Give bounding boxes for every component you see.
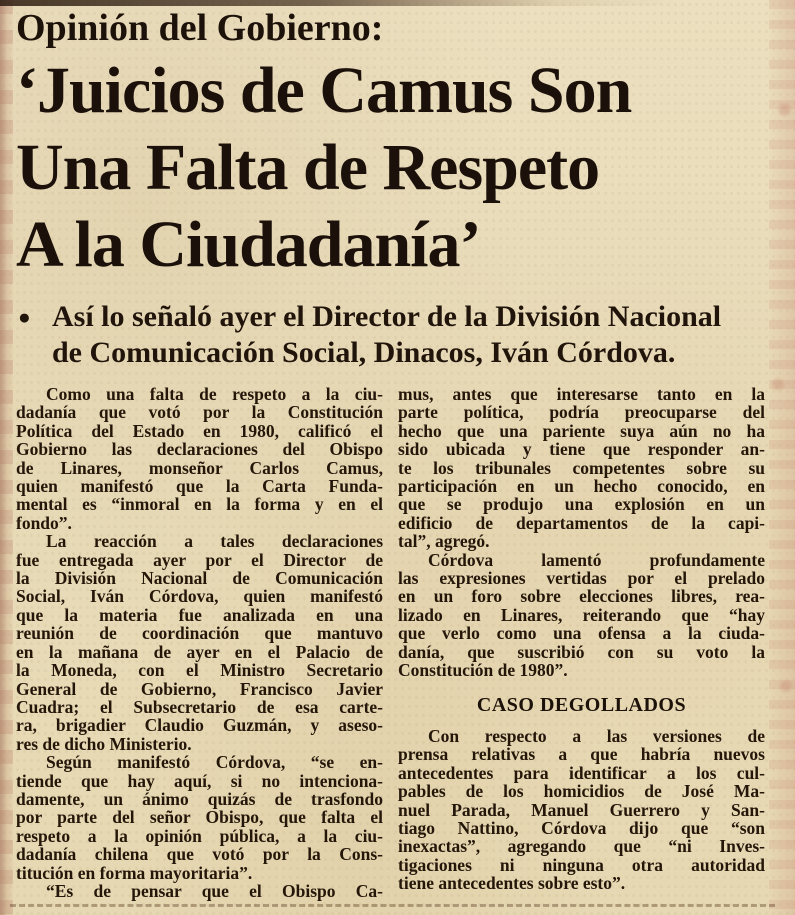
subtitle-line-1: Así lo señaló ayer el Director de la División Nacional <box>52 300 722 333</box>
body-line: titución en forma mayoritaria”. <box>16 862 253 883</box>
body-line: fondo”. <box>16 512 72 533</box>
headline-line-1: ‘Juicios de Camus Son <box>16 54 632 127</box>
body-line: te los tribunales competentes sobre su <box>398 457 765 478</box>
body-line: Con respecto a las versiones de <box>428 725 765 746</box>
body-line: por parte del señor Obispo, que falta el <box>16 807 383 828</box>
body-line: parte política, podría preocuparse del <box>398 402 765 423</box>
torn-edge-left <box>0 0 13 915</box>
body-line: nuel Parada, Manuel Guerrero y San- <box>398 799 765 820</box>
body-line: la Moneda, con el Ministro Secretario <box>16 660 383 681</box>
body-line: Córdova lamentó profundamente <box>428 549 765 570</box>
body-line: tiene antecedentes sobre esto”. <box>398 873 626 894</box>
paragraph <box>16 385 383 532</box>
body-line: tiago Nattino, Córdova dijo que “son <box>398 817 765 838</box>
body-line: quien manifestó que la Carta Funda- <box>16 476 383 497</box>
article-body <box>16 385 765 900</box>
body-line: ra, brigadier Claudio Guzmán, y aseso- <box>16 715 383 736</box>
paragraph <box>16 753 383 882</box>
headline-line-3: A la Ciudadanía’ <box>16 208 481 281</box>
paragraph <box>16 532 383 753</box>
body-line: mus, antes que interesarse tanto en la <box>398 384 765 404</box>
body-line: que verlo como una ofensa a la ciuda- <box>398 623 765 644</box>
body-line: hecho que una pariente suya aún no ha <box>398 420 765 441</box>
body-line: dadanía que votó por la Constitución <box>16 402 383 423</box>
body-line: “Es de pensar que el Obispo Ca- <box>46 880 383 901</box>
torn-edge-right <box>769 0 795 915</box>
torn-edge-bottom <box>10 904 775 907</box>
subtitle <box>16 299 765 371</box>
body-line: Gobierno las declaraciones del Obispo <box>16 439 383 460</box>
body-line: que la materia fue analizada en una <box>16 604 383 625</box>
body-line: respeto a la opinión pública, a la ciu- <box>16 825 383 846</box>
body-line: en la mañana de ayer en el Palacio de <box>16 641 383 662</box>
body-line: tiende que hay aquí, si no intenciona- <box>16 770 383 791</box>
body-line: antecedentes para identificar a los cul- <box>398 762 765 783</box>
subtitle-line-2: de Comunicación Social, Dinacos, Iván Córdova. <box>52 336 676 369</box>
body-line: Política del Estado en 1980, calificó el <box>16 420 383 441</box>
headline-line-2: Una Falta de Respeto <box>16 131 600 204</box>
body-line: las expresiones vertidas por el prelado <box>398 568 765 589</box>
body-line: edificio de departamentos de la capi- <box>398 512 765 533</box>
body-column-right <box>398 385 765 900</box>
body-line: que se produjo una explosión en un <box>398 494 765 515</box>
body-line: reunión de coordinación que mantuvo <box>16 623 383 644</box>
body-line: damente, un ánimo quizás de trasfondo <box>16 788 383 809</box>
paragraph <box>398 385 765 551</box>
headline <box>16 52 765 283</box>
paragraph <box>398 551 765 680</box>
body-line: danía, que suscribió con su voto la <box>398 641 765 662</box>
bullet-icon: ● <box>18 305 31 329</box>
body-line: participación en un hecho conocido, en <box>398 476 765 497</box>
body-line: fue entregada ayer por el Director de <box>16 549 383 570</box>
body-line: General de Gobierno, Francisco Javier <box>16 678 383 699</box>
subtitle-text <box>52 299 721 371</box>
body-line: en un foro sobre elecciones libres, rea- <box>398 586 765 607</box>
body-line: inexactas”, agregando que “ni Inves- <box>398 836 765 857</box>
body-line: de Linares, monseñor Carlos Camus, <box>16 457 383 478</box>
body-line: res de dicho Ministerio. <box>16 733 192 754</box>
body-line: Según manifestó Córdova, “se en- <box>46 752 383 773</box>
kicker: Opinión del Gobierno: <box>16 7 384 49</box>
body-line: lizado en Linares, reiterando que “hay <box>398 604 765 625</box>
paragraph <box>398 727 765 893</box>
torn-edge-top <box>0 0 795 6</box>
paragraph <box>16 882 383 900</box>
body-line: Constitución de 1980”. <box>398 660 568 681</box>
body-line: dadanía chilena que votó por la Cons- <box>16 844 383 865</box>
body-line: Como una falta de respeto a la ciu- <box>46 384 383 404</box>
body-line: La reacción a tales declaraciones <box>46 531 383 552</box>
body-line: Cuadra; el Subsecretario de esa carte- <box>16 696 383 717</box>
body-line: Social, Iván Córdova, quien manifestó <box>16 586 383 607</box>
body-line: mental es “inmoral en la forma y en el <box>16 494 383 515</box>
body-column-left <box>16 385 383 900</box>
body-line: tal”, agregó. <box>398 531 490 552</box>
body-line: prensa relativas a que habría nuevos <box>398 744 765 765</box>
body-line: la División Nacional de Comunicación <box>16 568 383 589</box>
body-line: sido ubicada y tiene que responder an- <box>398 439 765 460</box>
body-line: tigaciones ni ninguna otra autoridad <box>398 854 765 875</box>
section-heading: CASO DEGOLLADOS <box>476 693 687 716</box>
body-line: pables de los homicidios de José Ma- <box>398 781 765 802</box>
